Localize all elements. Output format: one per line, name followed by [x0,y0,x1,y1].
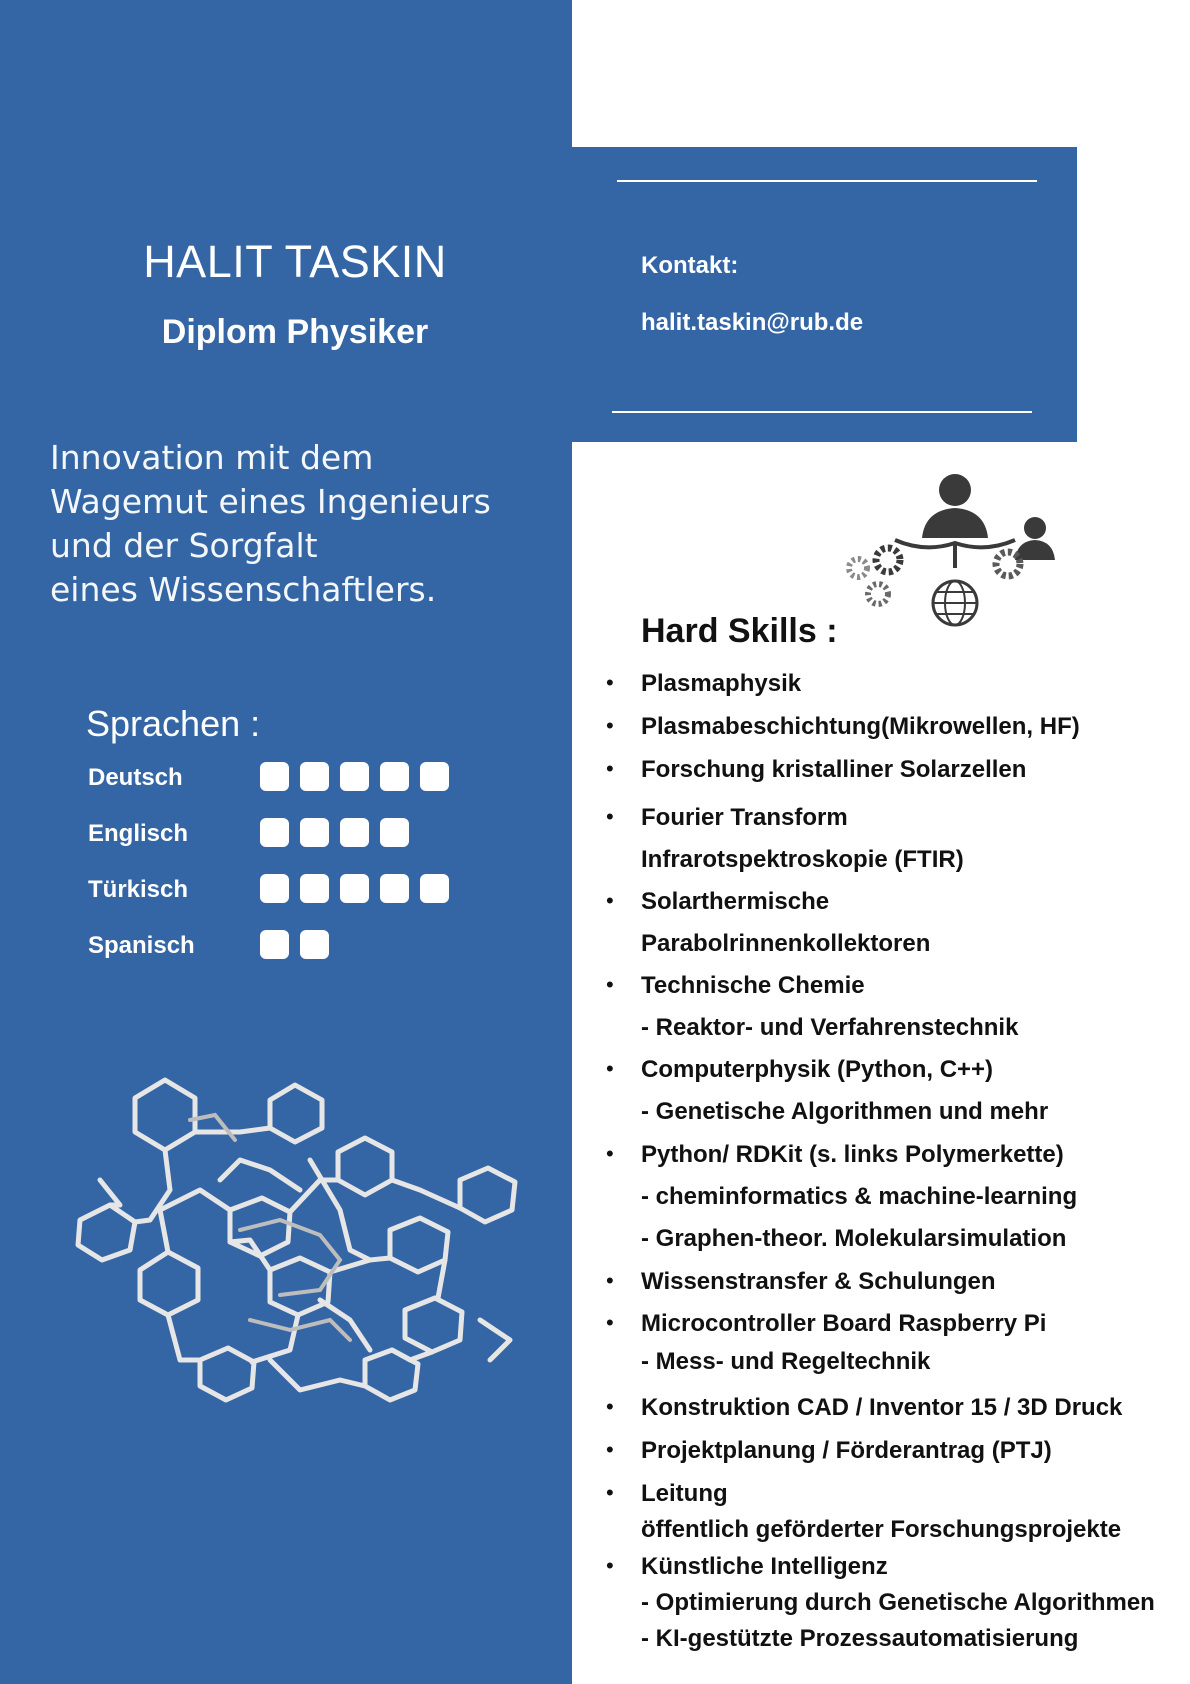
skill-item-line: Konstruktion CAD / Inventor 15 / 3D Druck [641,1394,1123,1421]
level-dot [260,874,289,903]
bullet-icon: • [606,1553,614,1578]
contact-box [572,147,1077,442]
bullet-icon: • [606,670,614,695]
skill-item-line: Plasmabeschichtung(Mikrowellen, HF) [641,713,1080,740]
slogan [50,436,570,612]
skill-item-line: Wissenstransfer & Schulungen [641,1268,996,1295]
level-dot [300,874,329,903]
skill-item-line: - Genetische Algorithmen und mehr [641,1098,1049,1125]
language-level [260,818,409,847]
bullet-icon: • [606,804,614,829]
bullet-icon: • [606,972,614,997]
skill-item-line: - Mess- und Regeltechnik [641,1348,931,1375]
bullet-icon: • [606,1480,614,1505]
molecule-structure-icon [40,1060,540,1440]
level-dot [300,818,329,847]
level-dot [380,818,409,847]
bullet-icon: • [606,1056,614,1081]
contact-bottom-rule [612,411,1032,413]
skill-item-line: - cheminformatics & machine-learning [641,1183,1078,1210]
language-level [260,874,449,903]
skill-item-line: - Optimierung durch Genetische Algorithmen [641,1589,1155,1616]
contact-email[interactable]: halit.taskin@rub.de [641,309,864,336]
bullet-icon: • [606,756,614,781]
languages-heading: Sprachen : [86,703,261,744]
level-dot [380,874,409,903]
language-level [260,930,329,959]
skill-item-line: Technische Chemie [641,972,865,999]
skill-item-line: Künstliche Intelligenz [641,1553,888,1580]
skill-item-line: Leitung [641,1480,728,1507]
level-dot [340,818,369,847]
slogan-line: Wagemut eines Ingenieurs [50,482,491,521]
bullet-icon: • [606,1268,614,1293]
language-name: Englisch [88,820,189,847]
skill-item-line: - Reaktor- und Verfahrenstechnik [641,1014,1019,1041]
level-dot [260,762,289,791]
skill-item-line: öffentlich geförderter Forschungsprojekte [641,1516,1122,1543]
language-name: Deutsch [88,764,183,791]
bullet-icon: • [606,1310,614,1335]
level-dot [340,874,369,903]
level-dot [380,762,409,791]
skill-item-line: Fourier Transform [641,804,848,831]
level-dot [420,762,449,791]
slogan-line: und der Sorgfalt [50,526,318,565]
skill-item-line: Computerphysik (Python, C++) [641,1056,994,1083]
language-name: Türkisch [88,876,189,903]
skill-item-line: - KI-gestützte Prozessautomatisierung [641,1625,1079,1652]
team-network-icon [840,468,1070,638]
bullet-icon: • [606,1141,614,1166]
person-name: HALIT TASKIN [143,236,447,287]
skill-item-line: - Graphen-theor. Molekularsimulation [641,1225,1067,1252]
language-name: Spanisch [88,932,195,959]
skill-item-line: Python/ RDKit (s. links Polymerkette) [641,1141,1064,1168]
person-title: Diplom Physiker [161,313,429,351]
skill-item-line: Parabolrinnenkollektoren [641,930,931,957]
skill-item-line: Plasmaphysik [641,670,802,697]
bullet-icon: • [606,713,614,738]
level-dot [420,874,449,903]
slogan-line: eines Wissenschaftlers. [50,570,437,609]
level-dot [300,762,329,791]
bullet-icon: • [606,888,614,913]
level-dot [300,930,329,959]
skill-item-line: Forschung kristalliner Solarzellen [641,756,1027,783]
contact-top-rule [617,180,1037,182]
level-dot [340,762,369,791]
bullet-icon: • [606,1437,614,1462]
skill-item-line: Microcontroller Board Raspberry Pi [641,1310,1047,1337]
language-level [260,762,449,791]
skill-item-line: Solarthermische [641,888,830,915]
slogan-line: Innovation mit dem [50,438,374,477]
contact-label: Kontakt: [641,252,739,279]
bullet-icon: • [606,1394,614,1419]
level-dot [260,818,289,847]
skill-item-line: Infrarotspektroskopie (FTIR) [641,846,964,873]
skill-item-line: Projektplanung / Förderantrag (PTJ) [641,1437,1052,1464]
skills-heading: Hard Skills : [641,612,838,650]
level-dot [260,930,289,959]
